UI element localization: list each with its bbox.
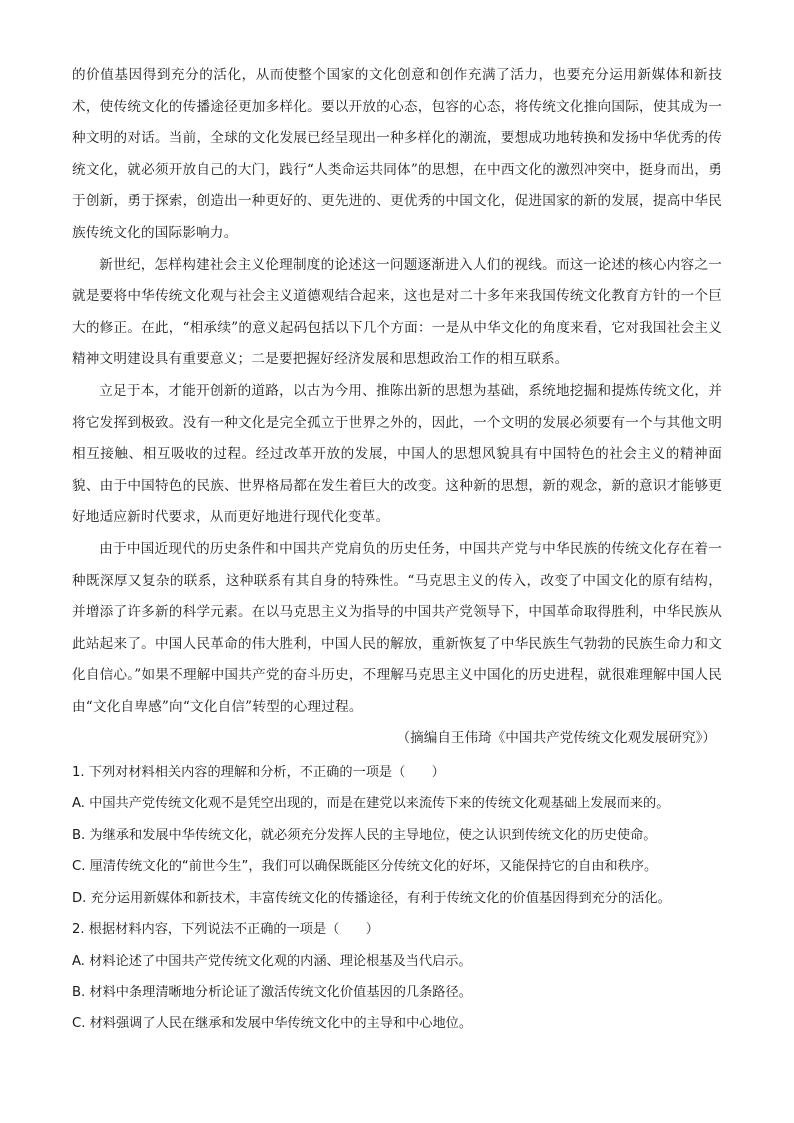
question-1-option-a: A. 中国共产党传统文化观不是凭空出现的，而是在建党以来流传下来的传统文化观基础上发展而来的。 xyxy=(72,796,670,812)
exam-page xyxy=(72,60,722,1040)
passage-paragraph-1: 的价值基因得到充分的活化，从而使整个国家的文化创意和创作充满了活力，也要充分运用新媒体和新技术，使传统文化的传播途径更加多样化。要以开放的心态，包容的心态，将传统文化推向国际，使其成为一种文明的对话。当前，全球的文化发展已经呈现出一种多样化的潮流，要想成功地转换和发扬中华优秀的传统文化，就必须开放自己的大门，践行“人类命运共同体”的思想，在中西文化的激烈冲突中，挺身而出，勇于创新，勇于探索，创造出一种更好的、更先进的、更优秀的中国文化，促进国家的新的发展，提高中华民族传统文化的国际影响力。 xyxy=(72,67,722,241)
question-2-option-b: B. 材料中条理清晰地分析论证了激活传统文化价值基因的几条路径。 xyxy=(72,984,472,1000)
passage-paragraph-4: 由于中国近现代的历史条件和中国共产党肩负的历史任务，中国共产党与中华民族的传统文化存在着一种既深厚又复杂的联系，这种联系有其自身的特殊性。“马克思主义的传入，改变了中国文化的原有结构，并增添了许多新的科学元素。在以马克思主义为指导的中国共产党领导下，中国革命取得胜利，中华民族从此站起来了。中国人民革命的伟大胜利，中国人民的解放，重新恢复了中华民族生气勃勃的民族生命力和文化自信心。”如果不理解中国共产党的奋斗历史，不理解马克思主义中国化的历史进程，就很难理解中国人民由“文化自卑感”向“文化自信”转型的心理过程。 xyxy=(72,540,722,715)
question-1-option-c: C. 厘清传统文化的“前世今生”，我们可以确保既能区分传统文化的好坏，又能保持它的自由和秩序。 xyxy=(72,859,658,875)
question-2-option-a: A. 材料论述了中国共产党传统文化观的内涵、理论根基及当代启示。 xyxy=(72,953,472,969)
passage-paragraph-3: 立足于本，才能开创新的道路，以古为今用、推陈出新的思想为基础，系统地挖掘和提炼传统文化，并将它发挥到极致。没有一种文化是完全孤立于世界之外的，因此，一个文明的发展必须要有一个与其他文明相互接触、相互吸收的过程。经过改革开放的发展，中国人的思想风貌具有中国特色的社会主义的精神面貌、由于中国特色的民族、世界格局都在发生着巨大的改变。这种新的思想，新的观念，新的意识才能够更好地适应新时代要求，从而更好地进行现代化变革。 xyxy=(72,382,722,526)
reading-passage xyxy=(72,60,722,755)
question-1-option-d: D. 充分运用新媒体和新技术，丰富传统文化的传播途径，有利于传统文化的价值基因得到充分的活化。 xyxy=(72,890,671,906)
question-1-option-b: B. 为继承和发展中华传统文化，就必须充分发挥人民的主导地位，使之认识到传统文化的历史使命。 xyxy=(72,827,657,843)
question-list xyxy=(72,757,722,1040)
passage-paragraph-2: 新世纪，怎样构建社会主义伦理制度的论述这一问题逐渐进入人们的视线。而这一论述的核心内容之一就是要将中华传统文化观与社会主义道德观结合起来，这也是对二十多年来我国传统文化教育方针的一个巨大的修正。在此，“相承续”的意义起码包括以下几个方面：一是从中华文化的角度来看，它对我国社会主义精神文明建设具有重要意义；二是要把握好经济发展和思想政治工作的相互联系。 xyxy=(72,256,722,368)
question-1 xyxy=(72,757,722,914)
question-2 xyxy=(72,914,722,1040)
question-2-option-c: C. 材料强调了人民在继承和发展中华传统文化中的主导和中心地位。 xyxy=(72,1016,473,1032)
passage-source-citation: （摘编自王伟琦《中国共产党传统文化观发展研究》） xyxy=(396,730,716,747)
question-stem: 2. 根据材料内容，下列说法不正确的一项是（ ） xyxy=(72,922,379,938)
question-stem: 1. 下列对材料相关内容的理解和分析，不正确的一项是（ ） xyxy=(72,765,445,781)
